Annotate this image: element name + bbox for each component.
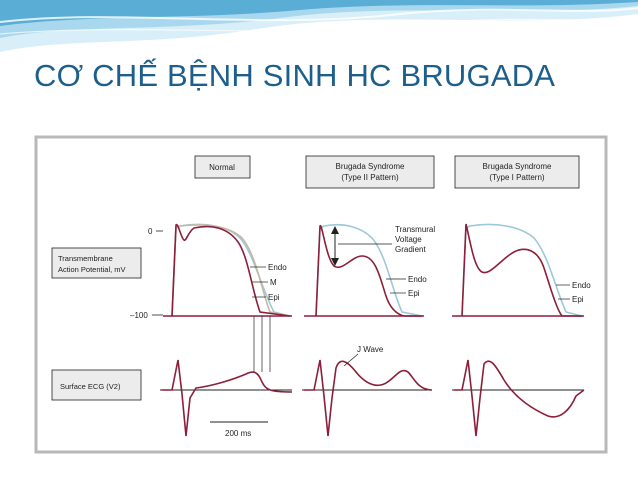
type2-label-epi: Epi [408,289,420,298]
slide-title: CƠ CHẾ BỆNH SINH HC BRUGADA [34,58,556,93]
panel-title-normal: Normal [209,163,235,172]
row-label-ap-line2: Action Potential, mV [58,265,126,274]
type1-label-endo: Endo [572,281,591,290]
row-label-ecg: Surface ECG (V2) [60,382,121,391]
panel-title-type2-line1: Brugada Syndrome [335,162,405,171]
type2-label-gradient-line3: Gradient [395,245,426,254]
panel-title-box-type2 [306,156,434,188]
y-tick-minus-100: –100 [130,311,148,320]
type2-label-endo: Endo [408,275,427,284]
normal-label-epi: Epi [268,293,280,302]
normal-label-m: M [270,278,277,287]
panel-title-box-type1 [455,156,579,188]
y-tick-0: 0 [148,227,153,236]
panel-title-type1-line1: Brugada Syndrome [482,162,552,171]
time-scale-label: 200 ms [225,429,252,438]
panel-title-type2-line2: (Type II Pattern) [341,173,399,182]
panel-title-type1-line2: (Type I Pattern) [489,173,545,182]
normal-label-endo: Endo [268,263,287,272]
row-label-ap-line1: Transmembrane [58,254,113,263]
type2-label-j-wave: J Wave [357,345,384,354]
type1-label-epi: Epi [572,295,584,304]
type2-label-gradient-line2: Voltage [395,235,422,244]
type2-label-gradient-line1: Transmural [395,225,436,234]
